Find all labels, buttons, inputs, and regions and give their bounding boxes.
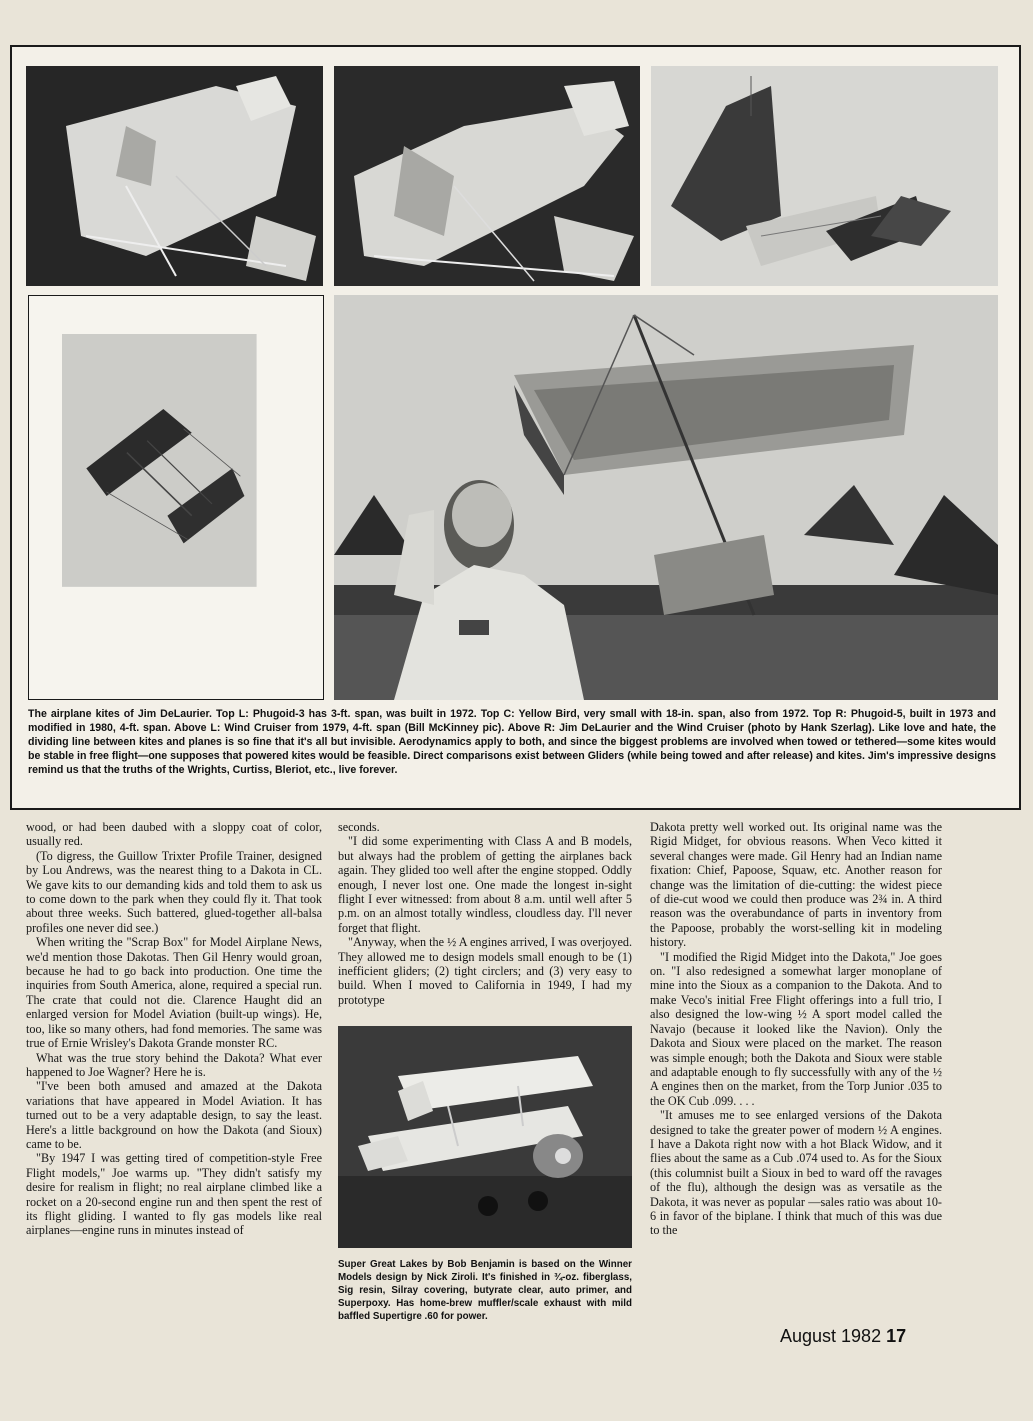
photo-wind-cruiser-1979 — [651, 66, 998, 286]
photo-delaurier-with-kite — [334, 295, 998, 700]
page-number: 17 — [886, 1326, 907, 1346]
paragraph: "I modified the Rigid Midget into the Dakota," Joe goes on. "I also redesigned a somewhat larger monoplane of mine into the Sioux as a companion to the Dakota. And to make Veco's initial Free Flight offerings into a full trio, I also designed the low-wing ½ A sport model called the Navajo (because it looked like the Navion). Only the Dakota and Sioux were placed on the market. The reason was simple enough; both the Dakota and Sioux were stable and adaptable enough to fly successfully with any of the ½ A engines then on the market, from the Torp Junior .035 to the OK Cub .099. . . . — [650, 949, 942, 1108]
paragraph: "Anyway, when the ½ A engines arrived, I was overjoyed. They allowed me to design models small enough to be (1) inefficient gliders; (2) tight circlers; and (3) very easy to build. When I moved to California in 1949, I had my prototype — [338, 935, 632, 1007]
paragraph: "It amuses me to see enlarged versions of the Dakota designed to take the greater power of modern ½ A engines. I have a Dakota right now with a hot Black Widow, and it flies about the same as a Cub .074 used to. As for the Sioux (this columnist built a Sioux in bed to ward off the ravages of the flu), although the design was as versatile as the Dakota, it was never as popular —sales ratio was about 10-6 in favor of the biplane. I think that much of this was due to the — [650, 1108, 942, 1238]
photo-super-great-lakes — [338, 1026, 632, 1248]
photo-caption: The airplane kites of Jim DeLaurier. Top L: Phugoid-3 has 3-ft. span, was built in 1972. Top C: Yellow Bird, very small with 18-in. span, also from 1972. Top R: Phugoid-5, built in 1973 and modified in 1980, 4-ft. span. Above L: Wind Cruiser from 1979, 4-ft. span (Bill McKinney pic). Above R: Jim DeLaurier and the Wind Cruiser (photo by Hank Szerlag). Like love and hate, the dividing line between kites and planes is so fine that it's all but invisible. Aerodynamics apply to both, and since the biggest problems are involved when towed or tethered—some kites would be stable in free flight—one supposes that powered kites would be feasible. Direct comparisons exist between Gliders (while being towed and after release) and kites. Jim's impressive designs remind us that the truths of the Wrights, Curtiss, Bleriot, etc., live forever. — [28, 708, 996, 776]
issue-date: August 1982 — [780, 1326, 887, 1346]
paragraph: When writing the "Scrap Box" for Model Airplane News, we'd mention those Dakotas. Then Gil Henry would groan, because he had to go back into production. One time the inquiries from South America, alone, required a special run. The crate that could not die. Clarence Haught did an enlarged version for Model Aviation (built-up wings). He, too, like so many others, had fond memories. The same was true of Ernie Wrisley's Dakota Grande monster RC. — [26, 935, 322, 1051]
photo-wind-cruiser-flight — [28, 295, 324, 700]
paragraph: Dakota pretty well worked out. Its original name was the Rigid Midget, for obvious reasons. When Veco kitted it several changes were made. Gil Henry had an Indian name fixation: Chief, Papoose, Squaw, etc. Another reason for change was the limitation of die-cutting: the widest piece of die-cut wood we could then produce was 2¾ in. A third reason was the overabundance of parts in inventory from the Papoose, probably the worst-selling kit in modeling history. — [650, 820, 942, 950]
photo-yellow-bird — [334, 66, 640, 286]
text-column-3 — [650, 820, 942, 1238]
paragraph: (To digress, the Guillow Trixter Profile Trainer, designed by Lou Andrews, was the nearest thing to a Dakota in CL. We gave kits to our demanding kids and told them to ask us to come down to the park when they could fly it. That took about three weeks. Such battered, glued-together all-balsa profiles one never did see.) — [26, 848, 322, 935]
paragraph: "By 1947 I was getting tired of competition-style Free Flight models," Joe warms up. "They didn't satisfy my desire for realism in flight; no real airplane climbed like a rocket on a 20-second engine run and then spent the rest of its flight gliding. I wanted to fly gas models like real airplanes—engine runs in minutes instead of — [26, 1151, 322, 1238]
paragraph: seconds. — [338, 820, 380, 834]
inset-caption: Super Great Lakes by Bob Benjamin is based on the Winner Models design by Nick Ziroli. It's finished in ¾-oz. fiberglass, Sig resin, Silray covering, butyrate clear, auto primer, and Superpoxy. Has home-brew muffler/scale exhaust with mild baffled Supertigre .60 for power. — [338, 1259, 632, 1322]
page-folio — [780, 1326, 906, 1347]
paragraph: What was the true story behind the Dakota? What ever happened to Joe Wagner? Here he is. — [26, 1050, 322, 1079]
paragraph: "I did some experimenting with Class A and B models, but always had the problem of getting the airplanes back again. They glided too well after the engine stopped. Oddly enough, I never lost one. One made the longest in-sight flight I ever witnessed: from about 8 a.m. until well after 5 p.m. on an almost totally windless, cloudless day. I'll never forget that flight. — [338, 834, 632, 935]
photo-phugoid-3 — [26, 66, 323, 286]
paragraph: "I've been both amused and amazed at the Dakota variations that have appeared in Model Aviation. It has turned out to be a very adaptable design, to say the least. Here's a little background on how the Dakota (and Sioux) came to be. — [26, 1079, 322, 1151]
text-column-1 — [26, 820, 322, 1238]
text-column-2 — [338, 820, 632, 1007]
paragraph: wood, or had been daubed with a sloppy coat of color, usually red. — [26, 820, 322, 849]
